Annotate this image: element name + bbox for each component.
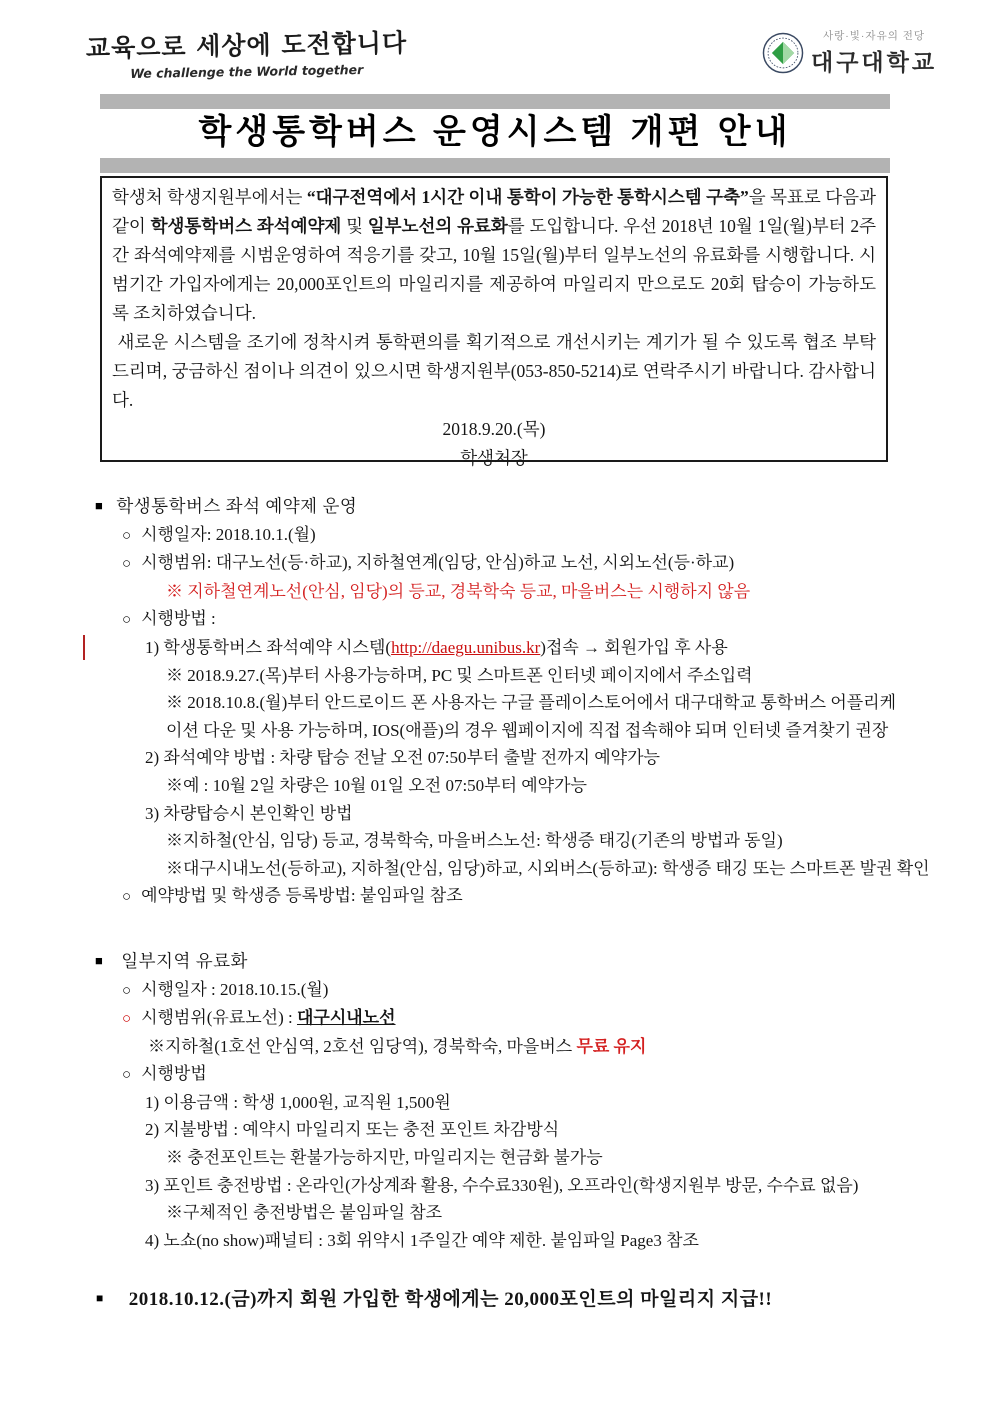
- text-segment: 시행범위(유료노선) :: [141, 1008, 297, 1028]
- text-segment: 일부지역 유료화: [116, 950, 248, 971]
- list-item: [0, 1033, 975, 1061]
- text-segment: 학생통학버스 좌석 예약제 운영: [116, 496, 358, 516]
- list-item: [0, 492, 975, 521]
- list-item: [0, 855, 975, 883]
- title-bottom-bar: [100, 158, 890, 173]
- seat-reservation-section: [0, 492, 975, 911]
- notice-date: 2018.9.20.(목): [442, 419, 546, 439]
- text-segment: 시행방법: [141, 1064, 207, 1084]
- text-segment: 대구시내노선: [296, 1008, 396, 1028]
- text-segment: )접속 → 회원가입 후 사용: [540, 637, 728, 657]
- mileage-footer-notice: [0, 1285, 975, 1314]
- text-segment: 학생통학버스 좌석예약제: [150, 216, 342, 236]
- notice-paragraph-1: [112, 183, 881, 328]
- square-bullet-icon: ■: [95, 498, 104, 513]
- circle-bullet-icon: ○: [122, 555, 132, 573]
- text-segment: ※지하철(1호선 안심역, 2호선 임당역), 경북학숙, 마을버스: [148, 1036, 577, 1056]
- text-segment: ※대구시내노선(등하교), 지하철(안심, 임당)하교, 시외버스(등하교): 학생증 태깅 또는 스마트폰 발권 확인: [166, 858, 930, 878]
- red-circle-bullet-icon: ○: [122, 1010, 132, 1028]
- list-item: [0, 800, 975, 828]
- circle-bullet-icon: ○: [122, 526, 132, 544]
- text-segment: ※ 2018.9.27.(목)부터 사용가능하며, PC 및 스마트폰 인터넷 페이지에서 주소입력: [166, 665, 753, 685]
- list-item: [0, 549, 975, 578]
- list-item: [0, 947, 975, 976]
- list-item: [0, 1089, 975, 1117]
- text-segment: 새로운 시스템을 조기에 정착시켜 통학편의를 획기적으로 개선시키는 계기가 될 수 있도록 협조 부탁드리며, 궁금하신 점이나 의견이 있으시면 학생지원부(053-850-5214)로 연락주시기 바랍니다. 감사합니다.: [112, 332, 876, 410]
- list-item: [0, 1172, 975, 1200]
- list-item: [0, 1227, 975, 1255]
- list-item: [0, 1199, 975, 1227]
- list-item: [0, 1116, 975, 1144]
- text-segment: “대구전역에서 1시간 이내 통학이 가능한 통학시스템 구축”: [306, 187, 749, 207]
- text-segment: 시행일자 : 2018.10.15.(월): [141, 979, 329, 999]
- list-item: [0, 827, 975, 855]
- text-segment: 2) 지불방법 : 예약시 마일리지 또는 충전 포인트 차감방식: [145, 1120, 560, 1140]
- text-segment: 을 목표로 다음과 같이: [112, 187, 881, 236]
- list-item: [0, 689, 912, 744]
- text-segment: ※ 지하철연계노선(안심, 임당)의 등교, 경북학숙 등교, 마을버스는 시행하지 않음: [166, 581, 751, 601]
- university-logo-text: [811, 28, 937, 77]
- university-tagline: 사랑·빛·자유의 전당: [823, 30, 926, 42]
- seat-reservation-url-link[interactable]: http://daegu.unibus.kr: [391, 637, 541, 657]
- text-segment: 시행범위: 대구노선(등·하교), 지하철연계(임당, 안심)하교 노선, 시외노선(등·하교): [141, 553, 735, 573]
- circle-bullet-icon: ○: [122, 981, 132, 999]
- text-segment: 1) 이용금액 : 학생 1,000원, 교직원 1,500원: [145, 1092, 451, 1112]
- square-bullet-icon: ■: [96, 1291, 104, 1306]
- document-body: [0, 492, 975, 1314]
- list-item: [0, 1285, 975, 1314]
- university-logo: [762, 28, 937, 77]
- text-segment: ※구체적인 충전방법은 붙임파일 참조: [166, 1203, 443, 1223]
- text-segment: 를 도입합니다. 우선 2018년 10월 1일(월)부터 2주간 좌석예약제를 시범운영하여 적응기를 갖고, 10월 15일(월)부터 일부노선의 유료화를 시행합니다. 시범기간 가입자에게는 20,000포인트의 마일리지를 제공하여 마일리지 만으로도 20회 탑승이 가능하도록 조치하였습니다.: [112, 216, 877, 323]
- university-seal-icon: [762, 32, 804, 74]
- university-name: 대구대학교: [811, 49, 938, 75]
- text-segment: 일부노선의 유료화: [367, 216, 508, 236]
- text-segment: ※예 : 10월 2일 차량은 10월 01일 오전 07:50부터 예약가능: [166, 775, 587, 795]
- text-segment: 예약방법 및 학생증 등록방법: 붙임파일 참조: [141, 886, 463, 906]
- circle-bullet-icon: ○: [122, 611, 132, 629]
- text-segment: 2) 좌석예약 방법 : 차량 탑승 전날 오전 07:50부터 출발 전까지 예약가능: [145, 748, 660, 768]
- text-segment: 학생처 학생지원부에서는: [112, 187, 307, 207]
- list-item: [0, 1144, 975, 1172]
- list-item: [0, 976, 975, 1005]
- circle-bullet-icon: ○: [122, 1066, 132, 1084]
- list-item: [0, 772, 975, 800]
- paid-routes-section: [0, 947, 975, 1255]
- text-segment: 1) 학생통학버스 좌석예약 시스템(: [145, 637, 392, 657]
- list-item: [0, 578, 975, 606]
- list-item: [0, 605, 975, 634]
- circle-bullet-icon: ○: [122, 888, 132, 906]
- text-segment: 3) 차량탑승시 본인확인 방법: [145, 803, 353, 823]
- list-item: [0, 662, 975, 690]
- notice-signer: 학생처장: [460, 448, 528, 468]
- page-title: 학생통학버스 운영시스템 개편 안내: [198, 113, 792, 151]
- text-segment: 시행일자: 2018.10.1.(월): [141, 524, 316, 544]
- text-segment: 3) 포인트 충전방법 : 온라인(가상계좌 활용, 수수료330원), 오프라인(학생지원부 방문, 수수료 없음): [145, 1175, 859, 1195]
- notice-paragraph-2: [112, 328, 876, 415]
- list-item: [0, 634, 975, 662]
- text-segment: 시행방법 :: [141, 609, 216, 629]
- text-segment: 4) 노쇼(no show)패널티 : 3회 위약시 1주일간 예약 제한. 붙임파일 Page3 참조: [145, 1230, 699, 1250]
- notice-box: [100, 176, 888, 468]
- text-segment: ※ 2018.10.8.(월)부터 안드로이드 폰 사용자는 구글 플레이스토어에서 대구대학교 통학버스 어플리케이션 다운 및 사용 가능하며, IOS(애플)의 경우 웹페이지에 직접 접속해야 되며 인터넷 즐겨찾기 권장: [166, 693, 897, 740]
- square-bullet-icon: ■: [95, 952, 104, 968]
- text-segment: 무료 유지: [576, 1036, 647, 1056]
- text-segment: ※ 충전포인트는 환불가능하지만, 마일리지는 현금화 불가능: [166, 1148, 603, 1168]
- slogan-english: We challenge the World together: [130, 61, 364, 82]
- list-item: [0, 744, 975, 772]
- list-item: [0, 521, 975, 550]
- list-item: [0, 1004, 975, 1033]
- slogan-korean: 교육으로 세상에 도전합니다: [85, 28, 408, 63]
- university-slogan: [86, 23, 408, 82]
- list-item: [0, 1060, 975, 1089]
- text-segment: ※지하철(안심, 임당) 등교, 경북학숙, 마을버스노선: 학생증 태깅(기존의 방법과 동일): [166, 831, 783, 851]
- list-item: [0, 882, 975, 911]
- text-segment: 2018.10.12.(금)까지 회원 가입한 학생에게는 20,000포인트의 마일리지 지급!!: [128, 1289, 773, 1311]
- text-segment: 및: [341, 216, 368, 236]
